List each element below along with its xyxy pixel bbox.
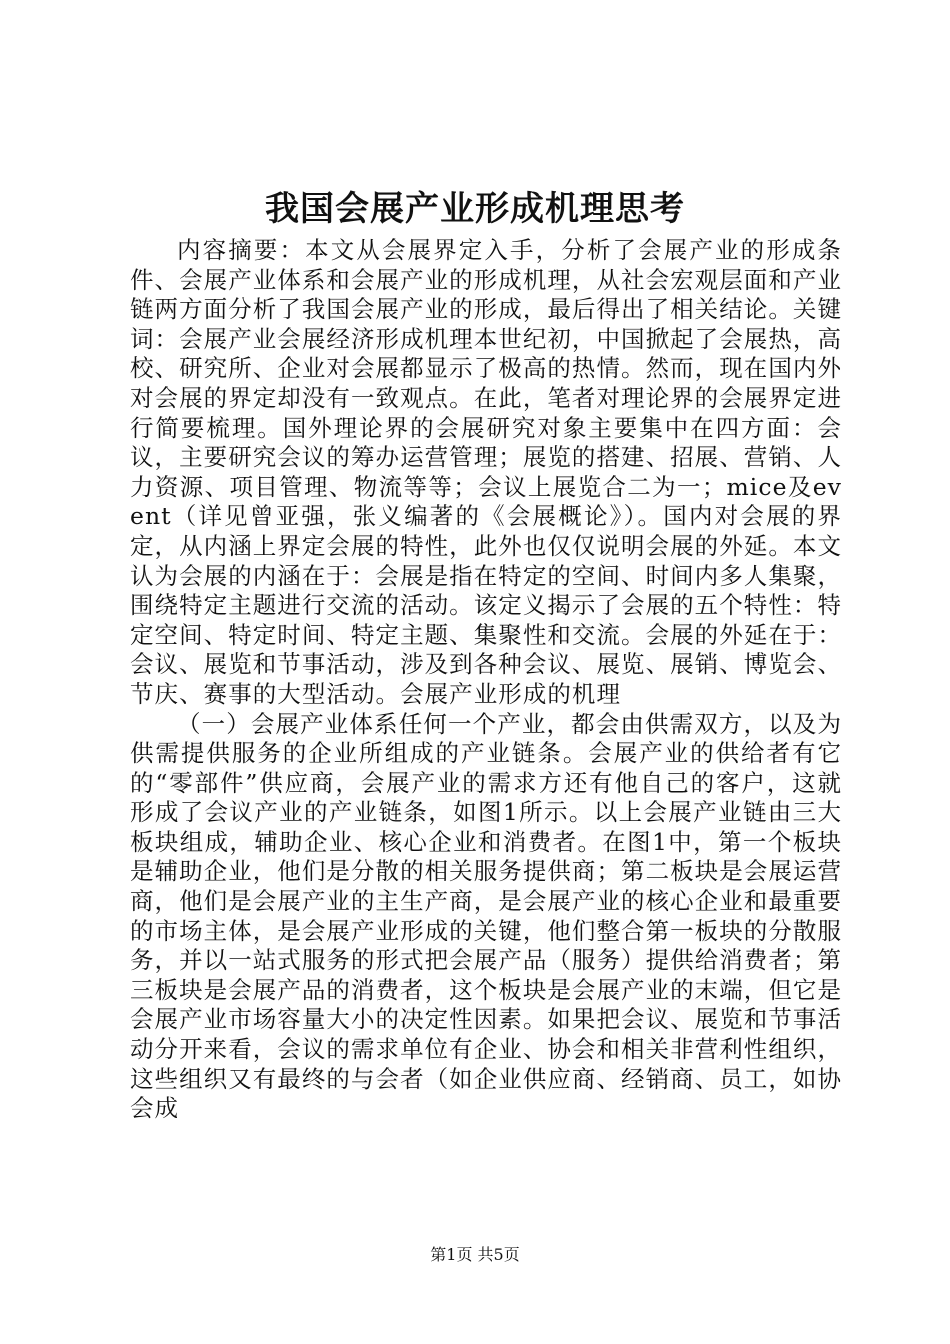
- paragraph-industry-system: （一）会展产业体系任何一个产业，都会由供需双方，以及为供需提供服务的企业所组成的产业链条。会展产业的供给者有它的“零部件”供应商，会展产业的需求方还有他自己的客户，这就形成了会议产业的产业链条，如图1所示。以上会展产业链由三大板块组成，辅助企业、核心企业和消费者。在图1中，第一个板块是辅助企业，他们是分散的相关服务提供商；第二板块是会展运营商，他们是会展产业的主生产商，是会展产业的核心企业和最重要的市场主体，是会展产业形成的关键，他们整合第一板块的分散服务，并以一站式服务的形式把会展产品（服务）提供给消费者；第三板块是会展产品的消费者，这个板块是会展产业的末端，但它是会展产业市场容量大小的决定性因素。如果把会议、展览和节事活动分开来看，会议的需求单位有企业、协会和相关非营利性组织，这些组织又有最终的与会者（如企业供应商、经销商、员工，如协会成: [130, 709, 842, 1123]
- paragraph-abstract: 内容摘要：本文从会展界定入手，分析了会展产业的形成条件、会展产业体系和会展产业的形成机理，从社会宏观层面和产业链两方面分析了我国会展产业的形成，最后得出了相关结论。关键词：会展产业会展经济形成机理本世纪初，中国掀起了会展热，高校、研究所、企业对会展都显示了极高的热情。然而，现在国内外对会展的界定却没有一致观点。在此，笔者对理论界的会展界定进行简要梳理。国外理论界的会展研究对象主要集中在四方面：会议，主要研究会议的筹办运营管理；展览的搭建、招展、营销、人力资源、项目管理、物流等等；会议上展览合二为一；mice及event（详见曾亚强，张义编著的《会展概论》）。国内对会展的界定，从内涵上界定会展的特性，此外也仅仅说明会展的外延。本文认为会展的内涵在于：会展是指在特定的空间、时间内多人集聚，围绕特定主题进行交流的活动。该定义揭示了会展的五个特性：特定空间、特定时间、特定主题、集聚性和交流。会展的外延在于：会议、展览和节事活动，涉及到各种会议、展览、展销、博览会、节庆、赛事的大型活动。会展产业形成的机理: [130, 236, 842, 708]
- page-footer: 第1页 共5页: [430, 1245, 520, 1264]
- document-title: 我国会展产业形成机理思考: [265, 189, 685, 229]
- document-body: [130, 236, 842, 1124]
